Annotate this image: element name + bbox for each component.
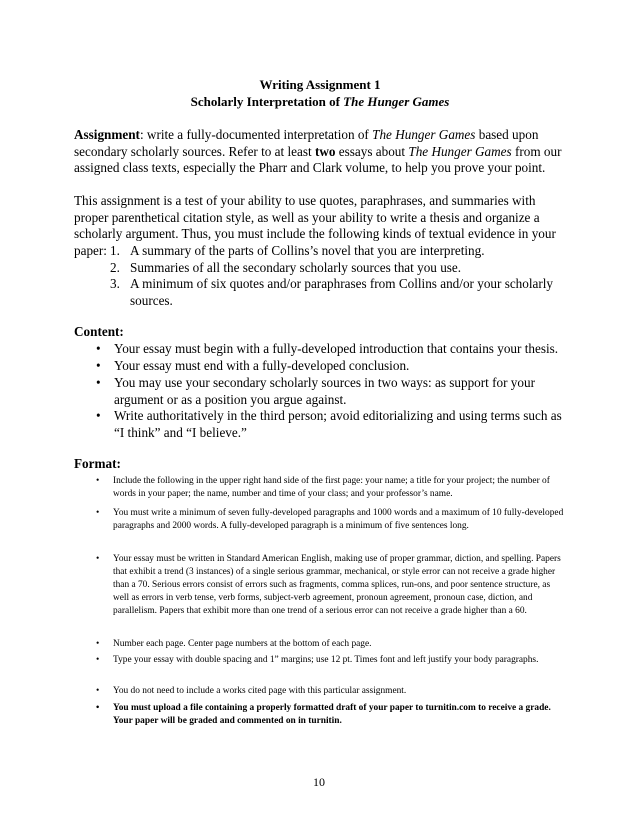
assignment-text-c: essays about xyxy=(335,143,409,159)
bullet-icon: • xyxy=(96,508,100,518)
subheading-prefix: Scholarly Interpretation of xyxy=(190,94,344,109)
assignment-text-d: from our assigned class texts, especially the Pharr and Clark volume, to help you prove your point. xyxy=(74,143,562,176)
assignment-book-title: The Hunger Games xyxy=(372,127,476,142)
evidence-number: 3. xyxy=(110,276,120,291)
format-bullet-text: Number each page. Center page numbers at the bottom of each page. xyxy=(113,639,372,649)
content-bullet-item xyxy=(96,375,566,408)
format-bullet-item xyxy=(96,475,566,501)
format-bullet-item xyxy=(96,638,566,651)
assignment-heading xyxy=(74,77,566,93)
content-section-title: Content: xyxy=(74,324,124,339)
content-bullet-text: You may use your secondary scholarly sources in two ways: as support for your argument or as a position you argue against. xyxy=(114,375,535,407)
evidence-item-3 xyxy=(110,276,566,309)
content-bullet-item xyxy=(96,408,566,441)
format-bullet-text: Include the following in the upper right hand side of the first page: your name; a title for your project; the number of words in your paper; the name, number and time of your class; and your professor’s name. xyxy=(113,476,550,499)
evidence-number: 2. xyxy=(110,260,120,275)
assignment-text-b: based upon secondary scholarly sources. Refer to at least xyxy=(74,127,539,159)
assignment-text-a: : write a fully-documented interpretation of xyxy=(139,127,373,142)
bullet-icon: • xyxy=(96,341,101,356)
evidence-item-2 xyxy=(110,260,566,277)
page-number: 10 xyxy=(313,775,325,789)
evidence-text: A summary of the parts of Collins’s novel that you are interpreting. xyxy=(130,243,485,258)
format-bullet-item xyxy=(96,685,566,698)
content-bullet-text: Your essay must end with a fully-developed conclusion. xyxy=(114,358,410,373)
heading-line-1: Writing Assignment 1 xyxy=(259,77,381,92)
assignment-two-emphasis: two xyxy=(314,143,336,159)
bullet-icon: • xyxy=(96,408,101,423)
assignment-label: Assignment xyxy=(74,127,140,142)
content-bullet-item xyxy=(96,358,566,375)
subheading-book-title: The Hunger Games xyxy=(343,94,450,109)
bullet-icon: • xyxy=(96,655,100,665)
bullet-icon: • xyxy=(96,476,100,486)
format-bullet-text: You do not need to include a works cited page with this particular assignment. xyxy=(113,686,407,696)
bullet-icon: • xyxy=(96,686,100,696)
content-bullet-item xyxy=(96,341,566,358)
format-bullet-text: Type your essay with double spacing and 1” margins; use 12 pt. Times font and left justify your body paragraphs. xyxy=(113,655,539,665)
evidence-item-1 xyxy=(110,243,566,260)
bullet-icon: • xyxy=(96,375,101,390)
assignment-book-title-2: The Hunger Games xyxy=(408,143,512,159)
evidence-text: A minimum of six quotes and/or paraphrases from Collins and/or your scholarly sources. xyxy=(130,276,554,308)
assignment-subheading xyxy=(74,94,566,110)
bullet-icon: • xyxy=(96,639,100,649)
format-bullet-item xyxy=(96,507,566,533)
evidence-number: 1. xyxy=(110,243,120,258)
bullet-icon: • xyxy=(96,358,101,373)
format-bullet-text: You must upload a file containing a properly formatted draft of your paper to turnitin.com to receive a grade. Your paper will be graded and commented on in turnitin. xyxy=(113,703,551,726)
bullet-icon: • xyxy=(96,554,100,564)
intro-paragraph: This assignment is a test of your ability to use quotes, paraphrases, and summaries with proper parenthetical citation style, as well as your ability to write a thesis and organize a scholarly argument. Thus, you must include the following kinds of textual evidence in your paper: xyxy=(74,193,556,258)
format-bullet-text: You must write a minimum of seven fully-developed paragraphs and 1000 words and a maximum of 10 fully-developed paragraphs and 2000 words. A fully-developed paragraph is a minimum of five sentences long. xyxy=(113,508,564,531)
format-bullet-item xyxy=(96,654,566,667)
evidence-text: Summaries of all the secondary scholarly sources that you use. xyxy=(130,260,462,275)
content-bullet-text: Your essay must begin with a fully-developed introduction that contains your thesis. xyxy=(114,341,559,356)
format-bullet-item xyxy=(96,702,566,728)
assignment-paragraph xyxy=(74,127,566,177)
content-bullet-text: Write authoritatively in the third person; avoid editorializing and using terms such as “I think” and “I believe.” xyxy=(114,408,562,440)
format-bullet-text: Your essay must be written in Standard American English, making use of proper grammar, diction, and spelling. Papers that exhibit a trend (3 instances) of a single serious grammar, mechanical, or style error can not receive a grade higher than a 70. Serious errors consist of errors such as fragments, comma splices, run-ons, and poor sentence structure, as well as errors in verb tense, verb forms, subject-verb agreement, pronoun agreement, pronoun case, diction, and parallelism. Papers that exhibit more than one trend of a serious error can not receive a grade higher than a 60. xyxy=(113,554,561,616)
bullet-icon: • xyxy=(96,703,100,713)
format-section-title: Format: xyxy=(74,456,121,471)
format-bullet-item xyxy=(96,553,566,618)
